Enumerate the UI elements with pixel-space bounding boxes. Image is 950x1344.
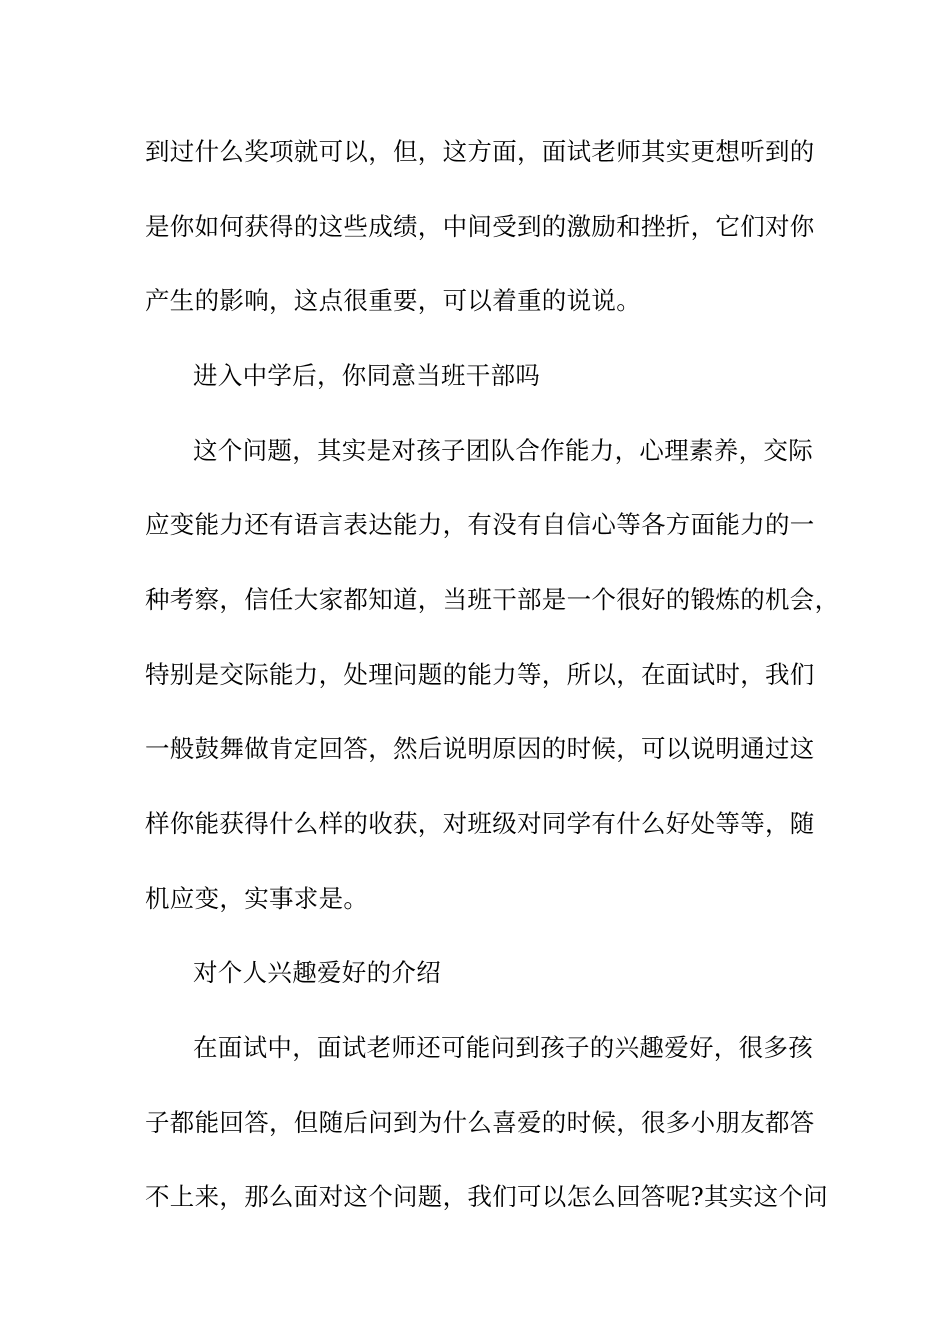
text-line: 子都能回答，但随后问到为什么喜爱的时候，很多小朋友都答: [145, 1108, 815, 1137]
section-heading: 进入中学后，你同意当班干部吗: [193, 361, 541, 390]
text-line: 这个问题，其实是对孩子团队合作能力，心理素养，交际: [193, 436, 813, 465]
text-line: 特别是交际能力，处理问题的能力等，所以，在面试时，我们: [145, 660, 815, 689]
text-line: 是你如何获得的这些成绩，中间受到的激励和挫折，它们对你: [145, 212, 815, 241]
text-line: 样你能获得什么样的收获，对班级对同学有什么好处等等，随: [145, 809, 815, 838]
section-heading: 对个人兴趣爱好的介绍: [193, 958, 441, 987]
text-line: 应变能力还有语言表达能力，有没有自信心等各方面能力的一: [145, 510, 815, 539]
text-line: 在面试中，面试老师还可能问到孩子的兴趣爱好，很多孩: [193, 1033, 813, 1062]
text-line: 种考察，信任大家都知道，当班干部是一个很好的锻炼的机会，: [145, 585, 840, 614]
text-line: 不上来，那么面对这个问题，我们可以怎么回答呢?其实这个问: [145, 1182, 829, 1211]
text-line: 机应变，实事求是。: [145, 884, 369, 913]
text-line: 产生的影响，这点很重要，可以着重的说说。: [145, 286, 641, 315]
text-line: 一般鼓舞做肯定回答，然后说明原因的时候，可以说明通过这: [145, 734, 815, 763]
text-line: 到过什么奖项就可以，但，这方面，面试老师其实更想听到的: [145, 137, 815, 166]
